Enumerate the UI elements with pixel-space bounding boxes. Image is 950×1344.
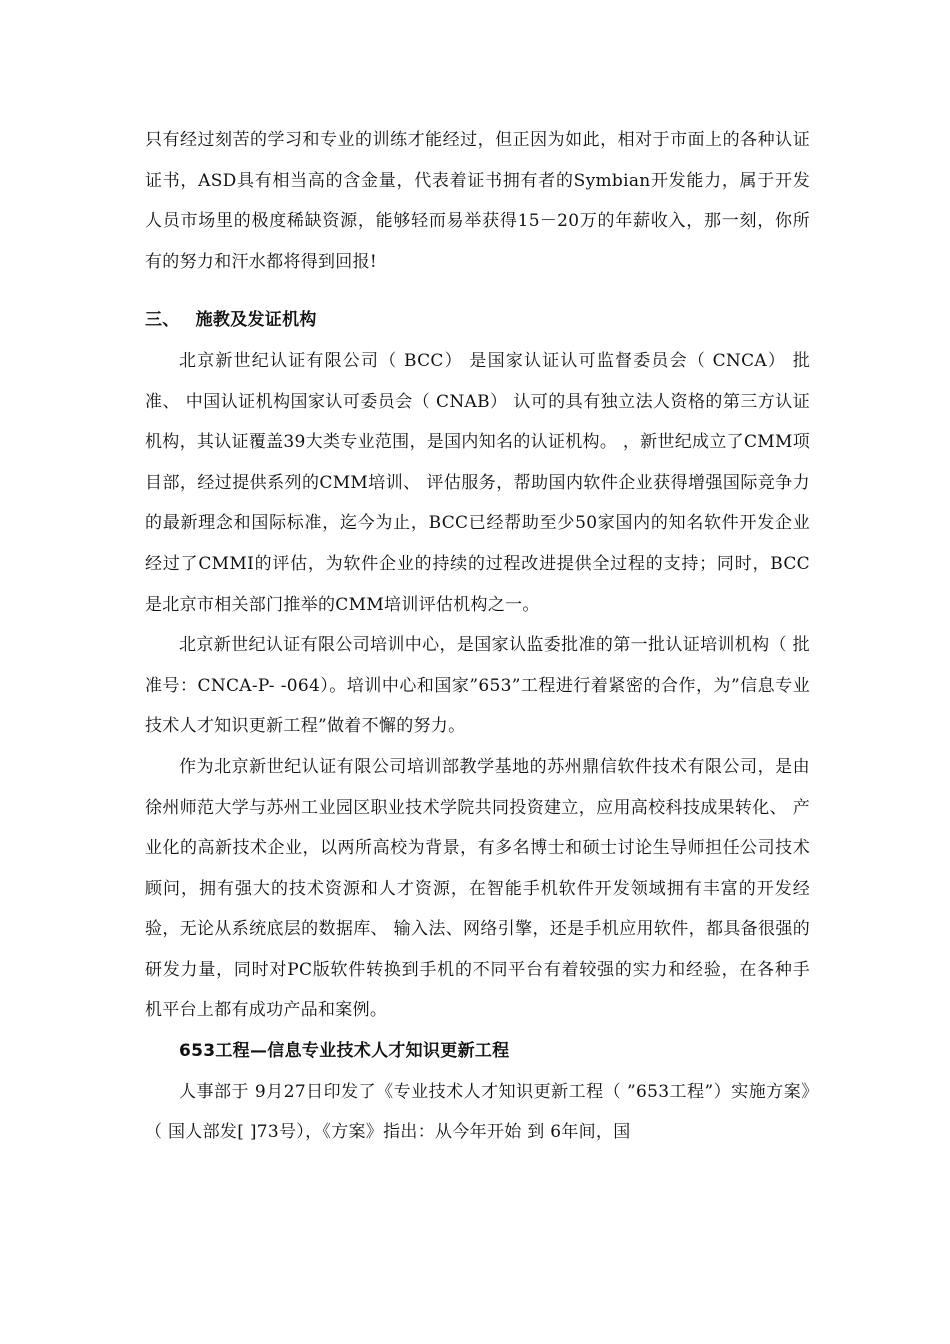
intro-paragraph: 只有经过刻苦的学习和专业的训练才能经过，但正因为如此，相对于市面上的各种认证证书，ASD具有相当高的含金量，代表着证书拥有者的Symbian开发能力，属于开发人员市场里的极度稀缺资源，能够轻而易举获得15－20万的年薪收入，那一刻，你所有的努力和汗水都将得到回报! [145,130,810,272]
project-653-paragraph: 人事部于 9月27日印发了《专业技术人才知识更新工程（ ”653工程”）实施方案》（ 国人部发[ ]73号），《方案》指出：从今年开始 到 6年间，国 [145,1081,810,1143]
section-heading-3 [145,300,810,341]
document-body [145,120,810,1153]
training-center-paragraph: 北京新世纪认证有限公司培训中心，是国家认监委批准的第一批认证培训机构（ 批准号：CNCA-P- -064）。培训中心和国家”653”工程进行着紧密的合作，为”信息专业技术人才知识更新工程”做着不懈的努力。 [145,635,810,737]
suzhou-company-paragraph: 作为北京新世纪认证有限公司培训部教学基地的苏州鼎信软件技术有限公司，是由徐州师范大学与苏州工业园区职业技术学院共同投资建立，应用高校科技成果转化、 产业化的高新技术企业，以两所高校为背景，有多名博士和硕士讨论生导师担任公司技术顾问，拥有强大的技术资源和人才资源，在智能手机软件开发领域拥有丰富的开发经验，无论从系统底层的数据库、 输入法、网络引擎，还是手机应用软件，都具备很强的研发力量，同时对PC版软件转换到手机的不同平台有着较强的实力和经验，在各种手机平台上都有成功产品和案例。 [145,756,810,1021]
bcc-paragraph: 北京新世纪认证有限公司（ BCC） 是国家认证认可监督委员会（ CNCA） 批准、 中国认证机构国家认可委员会（ CNAB） 认可的具有独立法人资格的第三方认证机构，其认证覆盖39大类专业范围，是国内知名的认证机构。 ，新世纪成立了CMM项目部，经过提供系列的CMM培训、 评估服务，帮助国内软件企业获得增强国际竞争力的最新理念和国际标准，迄今为止，BCC已经帮助至少50家国内的知名软件开发企业经过了CMMI的评估，为软件企业的持续的过程改进提供全过程的支持；同时，BCC是北京市相关部门推举的CMM培训评估机构之一。 [145,350,810,615]
section-number: 三、 [145,310,180,331]
subheading-653-project: 653工程—信息专业技术人才知识更新工程 [179,1041,510,1062]
section-title: 施教及发证机构 [195,310,317,331]
